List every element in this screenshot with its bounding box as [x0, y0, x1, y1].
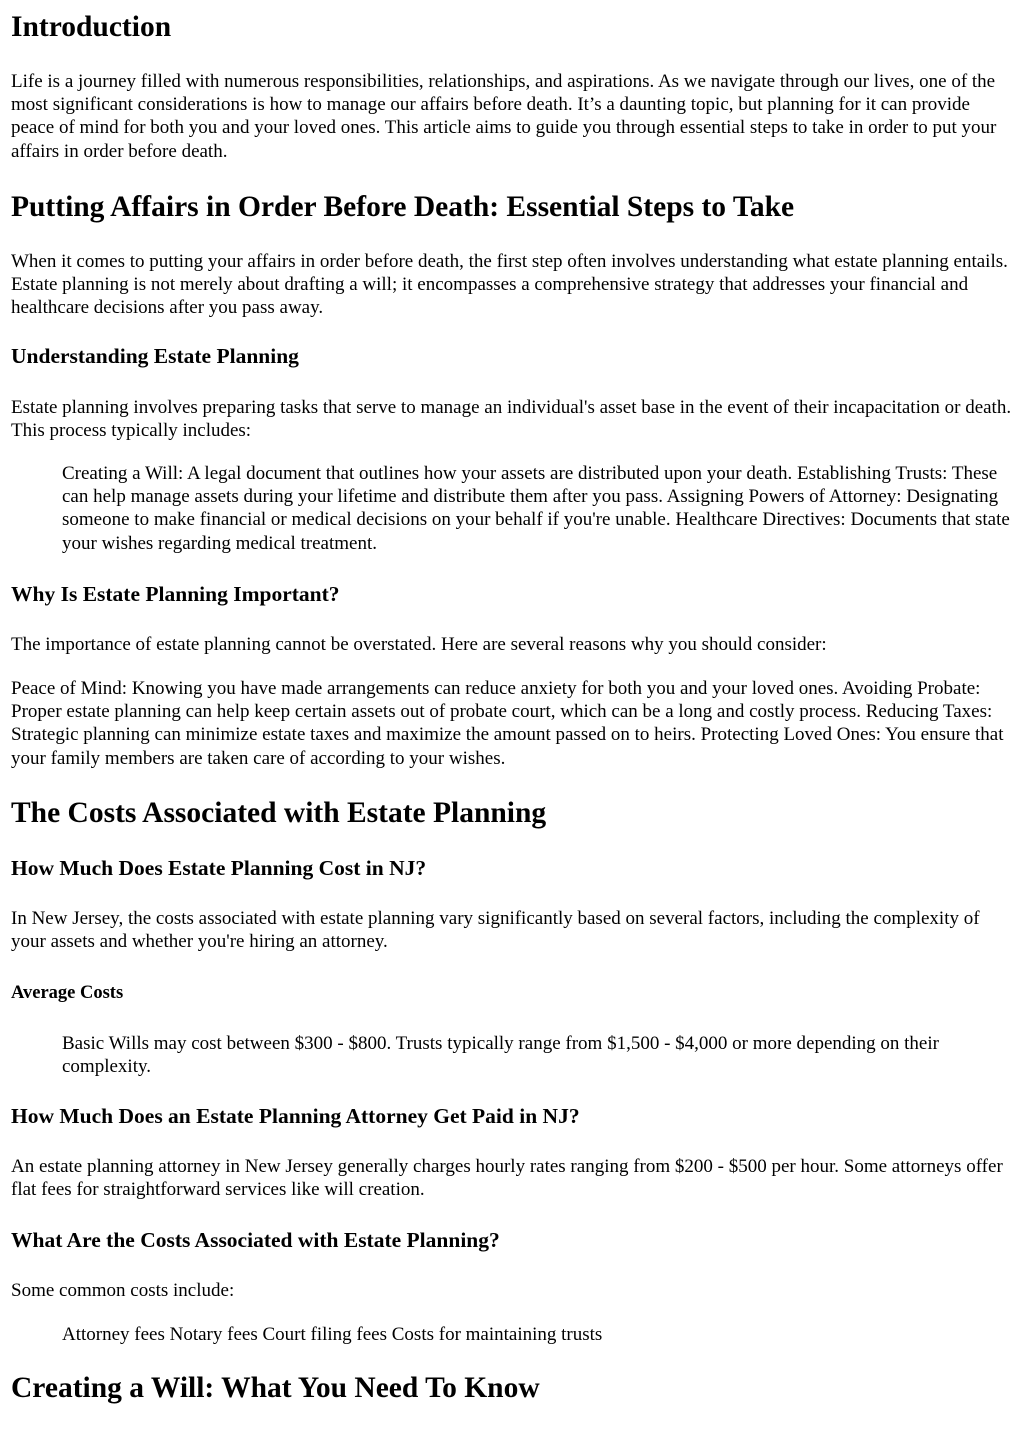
heading-costs: The Costs Associated with Estate Planning: [11, 797, 547, 829]
list-estate-planning-tasks: Creating a Will: A legal document that outlines how your assets are distributed upon your death. Establishing Trusts: These can help manage assets during your lifetime and distribute them after you pass. Assigning Powers of Attorney: Designating someone to make financial or medical decisions on your behalf if you're unable. Healthcare Directives: Documents that state your wishes regarding medical treatment.: [62, 463, 1010, 554]
paragraph-introduction: Life is a journey filled with numerous responsibilities, relationships, and aspirations. As we navigate through our lives, one of the most significant considerations is how to manage our affairs before death. It’s a daunting topic, but planning for it can provide peace of mind for both you and your loved ones. This article aims to guide you through essential steps to take in order to put your affairs in order before death.: [11, 71, 997, 162]
heading-introduction: Introduction: [11, 11, 172, 43]
paragraph-what-costs: Some common costs include:: [11, 1280, 235, 1301]
heading-creating-a-will: Creating a Will: What You Need To Know: [11, 1372, 540, 1404]
list-reasons: Peace of Mind: Knowing you have made arrangements can reduce anxiety for both you and your loved ones. Avoiding Probate: Proper estate planning can help keep certain assets out of probate court, which can be a long and costly process. Reducing Taxes: Strategic planning can minimize estate taxes and maximize the amount passed on to heirs. Protecting Loved Ones: You ensure that your family members are taken care of according to your wishes.: [11, 678, 1004, 769]
paragraph-essential-steps: When it comes to putting your affairs in order before death, the first step often involves understanding what estate planning entails. Estate planning is not merely about drafting a will; it encompasses a comprehensive strategy that addresses your financial and healthcare decisions after you pass away.: [11, 251, 1008, 319]
heading-attorney-pay: How Much Does an Estate Planning Attorney Get Paid in NJ?: [11, 1104, 580, 1128]
heading-nj-cost: How Much Does Estate Planning Cost in NJ?: [11, 856, 427, 880]
list-common-costs: Attorney fees Notary fees Court filing fees Costs for maintaining trusts: [62, 1324, 603, 1345]
paragraph-nj-cost: In New Jersey, the costs associated with estate planning vary significantly based on several factors, including the complexity of your assets and whether you're hiring an attorney.: [11, 908, 980, 953]
heading-essential-steps: Putting Affairs in Order Before Death: Essential Steps to Take: [11, 191, 795, 223]
heading-why-important: Why Is Estate Planning Important?: [11, 582, 340, 606]
heading-what-costs: What Are the Costs Associated with Estate Planning?: [11, 1228, 500, 1252]
paragraph-why-important: The importance of estate planning cannot be overstated. Here are several reasons why you should consider:: [11, 634, 827, 655]
list-average-costs: Basic Wills may cost between $300 - $800. Trusts typically range from $1,500 - $4,000 or more depending on their complexity.: [62, 1033, 939, 1078]
heading-understanding-estate-planning: Understanding Estate Planning: [11, 344, 299, 368]
heading-average-costs: Average Costs: [11, 983, 124, 1003]
paragraph-attorney-pay: An estate planning attorney in New Jersey generally charges hourly rates ranging from $200 - $500 per hour. Some attorneys offer flat fees for straightforward services like will creation.: [11, 1156, 1003, 1201]
paragraph-understanding-estate-planning: Estate planning involves preparing tasks that serve to manage an individual's asset base in the event of their incapacitation or death. This process typically includes:: [11, 397, 1012, 442]
